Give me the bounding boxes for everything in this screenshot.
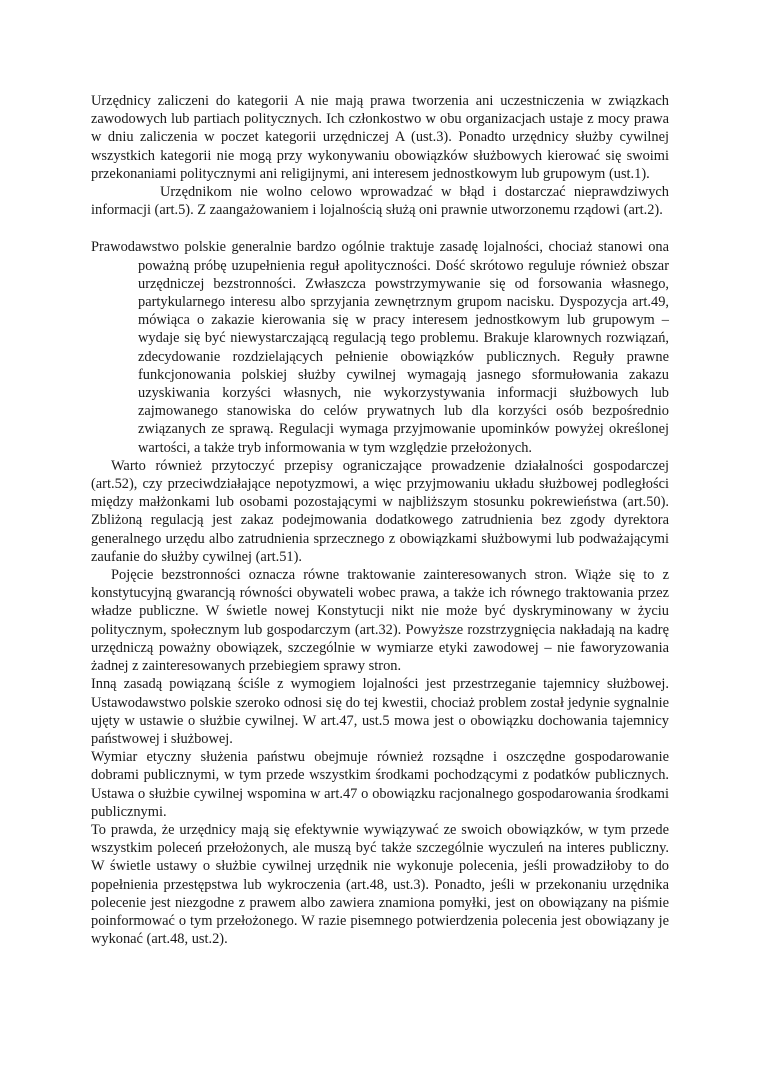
paragraph-category-a: Urzędnicy zaliczeni do kategorii A nie mają prawa tworzenia ani uczestniczenia w związkach zawodowych lub partiach politycznych. Ich członkostwo w obu organizacjach ustaje z mocy prawa w dniu zaliczenia w poczet kategorii urzędniczej A (ust.3). Ponadto urzędnicy służby cywilnej wszystkich kategorii nie mogą przy wykonywaniu obowiązków służbowych kierować się swoimi przekonaniami politycznymi ani religijnymi, ani interesem jednostkowym lub grupowym (ust.1). [91,93,669,182]
paragraph-orders: To prawda, że urzędnicy mają się efektywnie wywiązywać ze swoich obowiązków, w tym przede wszystkim poleceń przełożonych, ale muszą być także szczególnie wyczuleń na interes publiczny. W świetle ustawy o służbie cywilnej urzędnik nie wykonuje polecenia, jeśli prowadziłoby to do popełnienia przestępstwa lub wykroczenia (art.48, ust.3). Ponadto, jeśli w przekonaniu urzędnika polecenie jest niezgodne z prawem albo zawiera znamiona pomyłki, jest on obowiązany na piśmie poinformować o tym przełożonego. W razie pisemnego potwierdzenia polecenia jest obowiązany je wykonać (art.48, ust.2). [91,821,669,948]
paragraph-business-activity: Warto również przytoczyć przepisy ograniczające prowadzenie działalności gospodarczej (art.52), czy przeciwdziałające nepotyzmowi, a więc przyjmowaniu układu służbowej podległości między małżonkami lub osobami pozostającymi w najbliższym stosunku pokrewieństwa (art.50). Zbliżoną regulacją jest zakaz podejmowania dodatkowego zatrudnienia bez zgody dyrektora generalnego urzędu albo zatrudnienia sprzecznego z obowiązkami służbowymi lub podważającymi zaufanie do służby cywilnej (art.51). [91,457,669,565]
paragraph-impartiality: Pojęcie bezstronności oznacza równe traktowanie zainteresowanych stron. Wiąże się to z konstytucyjną gwarancją równości obywateli wobec prawa, a także ich równego traktowania przez władze publiczne. W świetle nowej Konstytucji nikt nie może być dyskryminowany w życiu politycznym, społecznym lub gospodarczym (art.32). Powyższe rozstrzygnięcia nakładają na kadrę urzędniczą poważny obowiązek, szczególnie w wymiarze etyki zawodowej – nie faworyzowania żadnej z zainteresowanych przebiegiem sprawy stron. [91,567,669,675]
paragraph-secrecy: Inną zasadą powiązaną ściśle z wymogiem lojalności jest przestrzeganie tajemnicy służbowej. Ustawodawstwo polskie szeroko odnosi się do tej kwestii, chociaż problem został jedynie sygnalnie ujęty w ustawie o służbie cywilnej. W art.47, ust.5 mowa jest o obowiązku dochowania tajemnicy państwowej i służbowej. [91,676,669,747]
paragraph-misleading: Urzędnikom nie wolno celowo wprowadzać w błąd i dostarczać nieprawdziwych informacji (art.5). Z zaangażowaniem i lojalnością służą oni prawnie utworzonemu rządowi (art.2). [91,184,669,219]
paragraph-gap [91,219,669,238]
paragraph-loyalty: Prawodawstwo polskie generalnie bardzo ogólnie traktuje zasadę lojalności, chociaż stanowi ona poważną próbę uzupełnienia reguł apolityczności. Dość skrótowo reguluje również obszar urzędniczej bezstronności. Zwłaszcza powstrzymywanie się od forsowania własnego, partykularnego interesu albo sprzyjania zewnętrznym grupom nacisku. Dyspozycja art.49, mówiąca o zakazie kierowania się w pracy interesem jednostkowym lub grupowym – wydaje się być niewystarczającą regulacją tego problemu. Brakuje klarownych rozwiązań, zdecydowanie rozdzielających pełnienie obowiązków publicznych. Reguły prawne funkcjonowania polskiej służby cywilnej wymagają jasnego sformułowania zakazu uzyskiwania korzyści własnych, nie wykorzystywania informacji służbowych lub zajmowanego stanowiska do celów prywatnych lub dla korzyści osób bezpośrednio związanych ze sprawą. Regulacji wymaga przyjmowanie upominków powyżej określonej wartości, a także tryb informowania w tym względzie przełożonych. [91,239,669,456]
document-body [91,92,669,948]
paragraph-public-goods: Wymiar etyczny służenia państwu obejmuje również rozsądne i oszczędne gospodarowanie dobrami publicznymi, w tym przede wszystkim środkami pochodzącymi z podatków publicznych. Ustawa o służbie cywilnej wspomina w art.47 o obowiązku racjonalnego gospodarowania środkami publicznymi. [91,749,669,820]
